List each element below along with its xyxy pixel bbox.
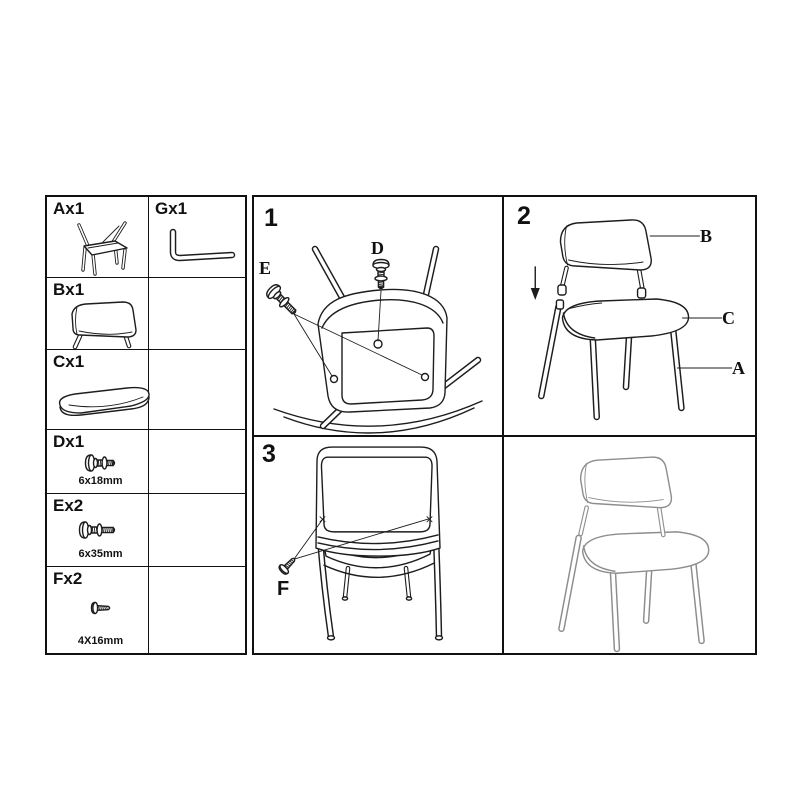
parts-row-a-g [47, 197, 245, 278]
step-2-panel [504, 197, 755, 437]
part-size-e: 6x35mm [78, 547, 123, 560]
screw-d-label: D [371, 238, 384, 258]
step-3-number: 3 [262, 440, 276, 468]
part-label-d: Dx1 [53, 432, 85, 451]
parts-row-b [47, 278, 245, 350]
machine-screw-icon [53, 519, 149, 541]
part-label-a: Ax1 [53, 199, 85, 218]
part-cell-f [47, 567, 149, 653]
part-size-d: 6x18mm [78, 474, 123, 487]
seat-cushion-icon [53, 380, 153, 422]
step-2-number: 2 [517, 202, 531, 230]
assembly-steps-grid [252, 195, 757, 655]
parts-table [45, 195, 247, 655]
tapping-screw-icon [53, 598, 149, 618]
backrest-icon [53, 300, 149, 350]
part-label-e: Ex2 [53, 496, 84, 515]
part-size-f: 4X16mm [77, 634, 124, 647]
parts-row-c [47, 350, 245, 430]
frame-label: A [732, 358, 745, 378]
step-1-panel [254, 197, 504, 437]
part-cell-a [47, 197, 149, 277]
parts-row-f [47, 567, 245, 653]
step-1-number: 1 [264, 204, 278, 232]
machine-screw-icon [53, 452, 149, 474]
part-cell-b [47, 278, 149, 349]
seat-label: C [722, 308, 735, 328]
allen-key-icon [156, 226, 244, 270]
step-3-panel [254, 437, 504, 653]
part-label-f: Fx2 [53, 569, 83, 588]
empty-cell [149, 350, 245, 429]
part-cell-g [149, 197, 245, 277]
part-cell-c [47, 350, 149, 429]
parts-row-e [47, 494, 245, 567]
part-label-c: Cx1 [53, 352, 85, 371]
part-label-g: Gx1 [155, 199, 188, 218]
empty-cell [149, 494, 245, 566]
step-1-illustration [254, 197, 502, 435]
assembled-chair-illustration [504, 437, 755, 653]
down-arrow [531, 267, 540, 300]
part-cell-e [47, 494, 149, 566]
parts-row-d [47, 430, 245, 494]
final-result-panel [504, 437, 755, 653]
exploded-chair-drawing [541, 220, 688, 417]
step-2-illustration [504, 197, 755, 435]
assembled-chair-drawing [561, 457, 708, 649]
empty-cell [149, 278, 245, 349]
screw-f-label: F [277, 578, 290, 600]
backrest-label: B [700, 226, 713, 246]
part-cell-d [47, 430, 149, 493]
step-3-illustration [254, 437, 502, 653]
empty-cell [149, 567, 245, 653]
empty-cell [149, 430, 245, 493]
screw-e-label: E [259, 258, 272, 278]
chair-rear-view-drawing [316, 447, 443, 640]
part-label-b: Bx1 [53, 280, 85, 299]
chair-frame-icon [55, 220, 147, 276]
